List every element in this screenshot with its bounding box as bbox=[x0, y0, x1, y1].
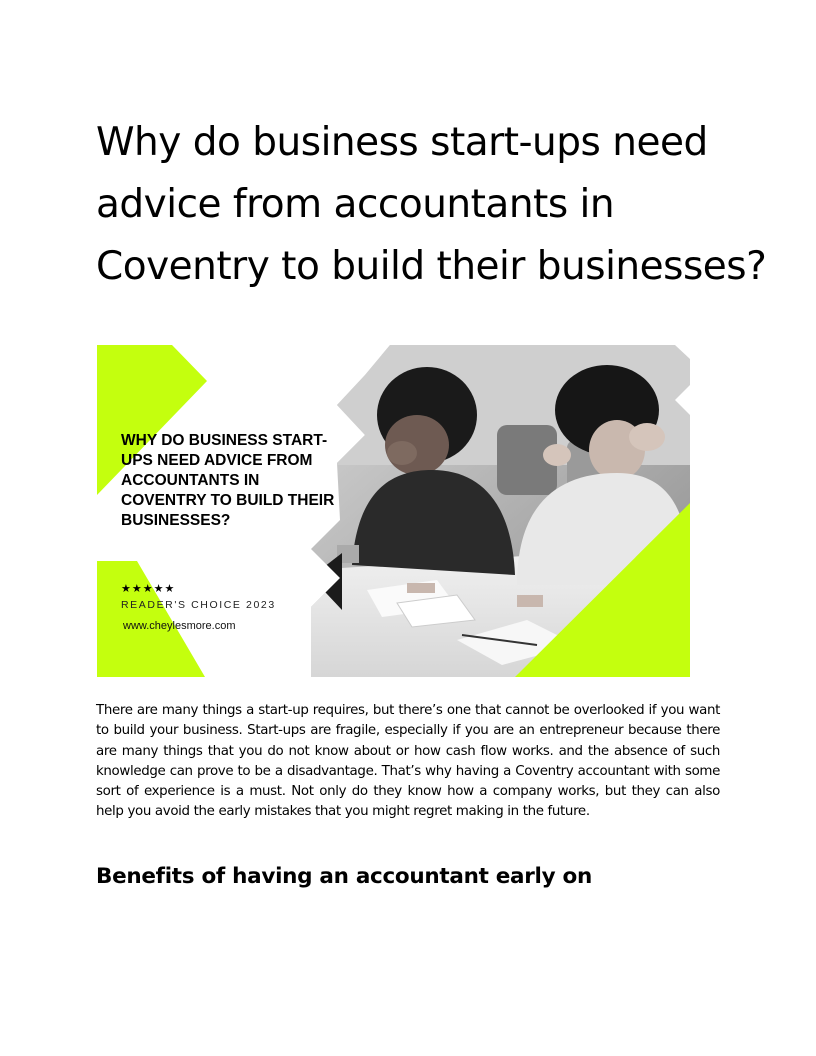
hero-banner-image bbox=[97, 345, 690, 677]
accent-shape bbox=[97, 561, 205, 677]
title-line: Coventry to build their businesses? bbox=[96, 244, 767, 289]
readers-choice-label: READER'S CHOICE 2023 bbox=[121, 599, 276, 611]
banner-heading-line: ACCOUNTANTS IN bbox=[121, 472, 260, 489]
banner-heading-line: UPS NEED ADVICE FROM bbox=[121, 452, 313, 469]
intro-paragraph: There are many things a start-up requires, but there’s one that cannot be overlooked if you want to build your business. Start-ups are fragile, especially if you are an entrepreneur because there are many things that you do not know about or how cash flow works. and the absence of such knowledge can prove to be a disadvantage. That’s why having a Coventry accountant with some sort of experience is a must. Not only do they know how a company works, but they can also help you avoid the early mistakes that you might regret making in the future. bbox=[96, 703, 720, 820]
banner-heading-line: BUSINESSES? bbox=[121, 512, 231, 529]
banner-heading-line: WHY DO BUSINESS START- bbox=[121, 432, 328, 449]
section-heading: Benefits of having an accountant early on bbox=[96, 864, 593, 889]
website-url: www.cheylesmore.com bbox=[123, 620, 236, 632]
rating-stars-icon: ★★★★★ bbox=[121, 582, 176, 595]
banner-heading-line: COVENTRY TO BUILD THEIR bbox=[121, 492, 335, 509]
page-title bbox=[96, 112, 767, 298]
title-line: advice from accountants in bbox=[96, 182, 615, 227]
banner-heading bbox=[121, 431, 336, 531]
title-line: Why do business start-ups need bbox=[96, 120, 708, 165]
